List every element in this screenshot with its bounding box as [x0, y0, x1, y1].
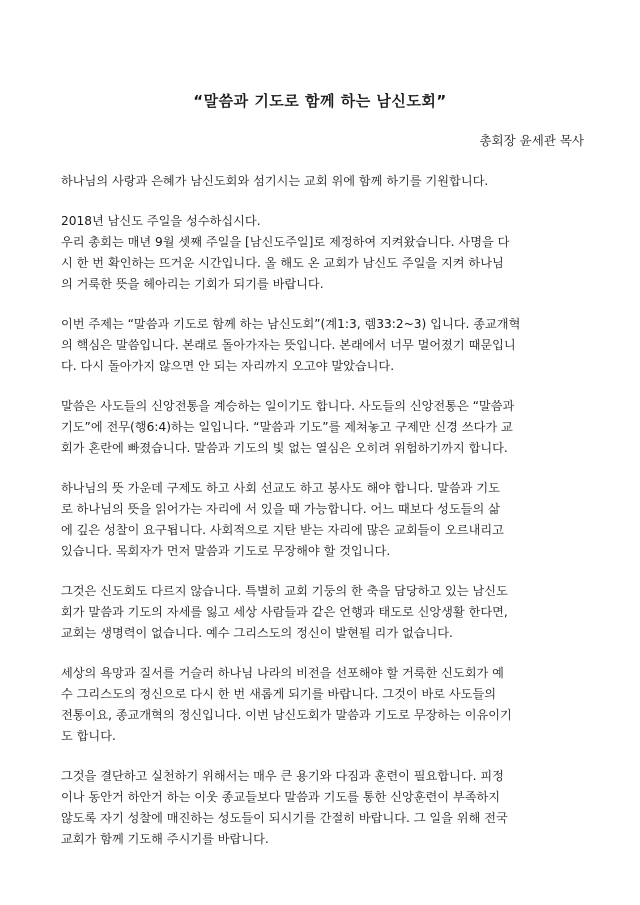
document-title: “말씀과 기도로 함께 하는 남신도회”: [193, 92, 447, 110]
paragraph-line: 에 깊은 성찰이 요구됩니다. 사회적으로 지탄 받는 자리에 많은 교회들이 오르내리고: [61, 523, 504, 537]
paragraph-line: 2018년 남신도 주일을 성수하십시다.: [61, 214, 261, 228]
paragraph: [61, 663, 584, 747]
paragraph-line: 전통이요, 종교개혁의 정신입니다. 이번 남신도회가 말씀과 기도로 무장하는 이유이기: [61, 708, 512, 722]
paragraph-line: 세상의 욕망과 질서를 거슬러 하나님 나라의 비전을 선포해야 할 거룩한 신도회가 예: [61, 666, 504, 680]
paragraph-line: 그것은 신도회도 다르지 않습니다. 특별히 교회 기둥의 한 축을 담당하고 있는 남신도: [61, 584, 508, 598]
document-author: 총회장 윤세관 목사: [479, 133, 584, 148]
paragraph: [61, 478, 584, 562]
paragraph: [61, 396, 584, 459]
paragraph-line: 하나님의 뜻 가운데 구제도 하고 사회 선교도 하고 봉사도 해야 합니다. 말씀과 기도: [61, 481, 500, 495]
paragraph-line: 않도록 자기 성찰에 매진하는 성도들이 되시기를 간절히 바랍니다. 그 일을 위해 전국: [61, 811, 508, 825]
paragraph-line: 도 합니다.: [61, 729, 116, 743]
paragraph: [61, 211, 584, 295]
paragraph-line: 있습니다. 목회자가 먼저 말씀과 기도로 무장해야 할 것입니다.: [61, 544, 391, 558]
paragraph-line: 로 하나님의 뜻을 읽어가는 자리에 서 있을 때 가능합니다. 어느 때보다 성도들의 삶: [61, 502, 500, 516]
paragraph-line: 이번 주제는 “말씀과 기도로 함께 하는 남신도회”(계1:3, 렘33:2~3) 입니다. 종교개혁: [61, 317, 521, 331]
paragraph: [61, 766, 584, 850]
document-body: [61, 171, 584, 869]
paragraph: [61, 581, 584, 644]
paragraph: [61, 314, 584, 377]
paragraph-line: 이나 동안거 하안거 하는 이웃 종교들보다 말씀과 기도를 통한 신앙훈련이 부족하지: [61, 790, 501, 804]
paragraph-line: 시 한 번 확인하는 뜨거운 시간입니다. 올 해도 온 교회가 남신도 주일을 지켜 하나님: [61, 256, 504, 270]
paragraph-line: 하나님의 사랑과 은혜가 남신도회와 섬기시는 교회 위에 함께 하기를 기원합니다.: [61, 174, 489, 188]
paragraph-line: 그것을 결단하고 실천하기 위해서는 매우 큰 용기와 다짐과 훈련이 필요합니다. 피정: [61, 769, 504, 783]
paragraph-line: 수 그리스도의 정신으로 다시 한 번 새롭게 되기를 바랍니다. 그것이 바로 사도들의: [61, 687, 497, 701]
paragraph-line: 교회가 함께 기도해 주시기를 바랍니다.: [61, 832, 269, 846]
paragraph-line: 말씀은 사도들의 신앙전통을 계승하는 일이기도 합니다. 사도들의 신앙전통은 “말씀과: [61, 399, 515, 413]
paragraph-line: 회가 말씀과 기도의 자세를 잃고 세상 사람들과 같은 언행과 태도로 신앙생활 한다면,: [61, 605, 508, 619]
paragraph-line: 의 거룩한 뜻을 헤아리는 기회가 되기를 바랍니다.: [61, 277, 324, 291]
paragraph-line: 다. 다시 돌아가지 않으면 안 되는 자리까지 오고야 말았습니다.: [61, 359, 395, 373]
paragraph: [61, 171, 584, 192]
paragraph-line: 의 핵심은 말씀입니다. 본래로 돌아가자는 뜻입니다. 본래에서 너무 멀어졌기 때문입니: [61, 338, 516, 352]
paragraph-line: 교회는 생명력이 없습니다. 예수 그리스도의 정신이 발현될 리가 없습니다.: [61, 626, 453, 640]
paragraph-line: 기도”에 전무(행6:4)하는 일입니다. “말씀과 기도”를 제쳐놓고 구제만 신경 쓰다가 교: [61, 420, 513, 434]
paragraph-line: 회가 혼란에 빠졌습니다. 말씀과 기도의 빛 없는 열심은 오히려 위험하기까지 합니다.: [61, 441, 508, 455]
paragraph-line: 우리 총회는 매년 9월 셋째 주일을 [남신도주일]로 제정하여 지켜왔습니다. 사명을 다: [61, 235, 510, 249]
